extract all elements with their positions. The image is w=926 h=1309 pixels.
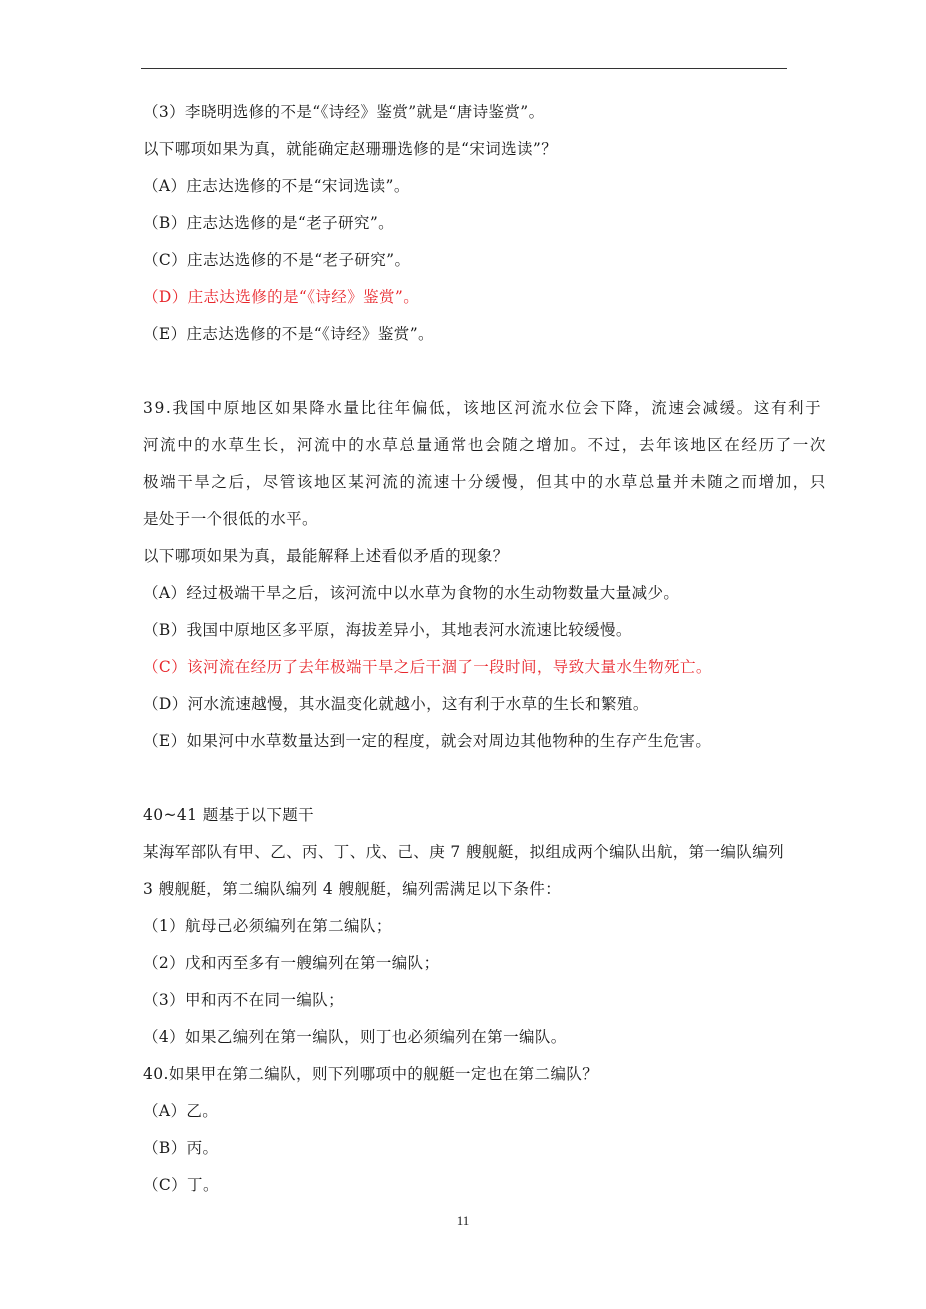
- q38-option-a: （A）庄志达选修的不是“宋词选读”。: [143, 177, 410, 195]
- q39-stem-line-4: 是处于一个很低的水平。: [143, 510, 318, 528]
- q39-stem-line-3: 极端干旱之后，尽管该地区某河流的流速十分缓慢，但其中的水草总量并未随之而增加，只: [143, 473, 828, 491]
- q40-41-condition-2: （2）戊和丙至多有一艘编列在第一编队；: [143, 954, 440, 972]
- q38-option-c: （C）庄志达选修的不是“老子研究”。: [143, 251, 411, 269]
- q38-question: 以下哪项如果为真，就能确定赵珊珊选修的是“宋词选读”？: [143, 140, 558, 158]
- q40-41-condition-1: （1）航母己必须编列在第二编队；: [143, 917, 392, 935]
- q39-question: 以下哪项如果为真，最能解释上述看似矛盾的现象？: [143, 547, 509, 565]
- q40-41-stem-line-2: 3 艘舰艇，第二编队编列 4 艘舰艇，编列需满足以下条件：: [143, 880, 562, 898]
- q40-question: 40.如果甲在第二编队，则下列哪项中的舰艇一定也在第二编队？: [143, 1065, 599, 1083]
- q40-41-stem-line-1: 某海军部队有甲、乙、丙、丁、戊、己、庚 7 艘舰艇，拟组成两个编队出航，第一编队编列: [143, 843, 785, 861]
- q40-41-condition-3: （3）甲和丙不在同一编队；: [143, 991, 345, 1009]
- q38-option-d-answer: （D）庄志达选修的是“《诗经》鉴赏”。: [143, 288, 420, 306]
- page-number: 11: [456, 1213, 470, 1228]
- q39-option-d: （D）河水流速越慢，其水温变化就越小，这有利于水草的生长和繁殖。: [143, 695, 649, 713]
- q39-option-a: （A）经过极端干旱之后，该河流中以水草为食物的水生动物数量大量减少。: [143, 584, 680, 602]
- q40-41-heading: 40~41 题基于以下题干: [143, 806, 315, 824]
- q40-option-b: （B）丙。: [143, 1139, 219, 1157]
- q38-condition-3: （3）李晓明选修的不是“《诗经》鉴赏”就是“唐诗鉴赏”。: [143, 103, 545, 121]
- q40-41-condition-4: （4）如果乙编列在第一编队，则丁也必须编列在第一编队。: [143, 1028, 567, 1046]
- header-rule: [141, 68, 787, 69]
- q39-option-b: （B）我国中原地区多平原，海拔差异小，其地表河水流速比较缓慢。: [143, 621, 632, 639]
- q38-option-b: （B）庄志达选修的是“老子研究”。: [143, 214, 395, 232]
- q39-option-e: （E）如果河中水草数量达到一定的程度，就会对周边其他物种的生存产生危害。: [143, 732, 712, 750]
- q39-stem-line-2: 河流中的水草生长，河流中的水草总量通常也会随之增加。不过，去年该地区在经历了一次: [143, 436, 828, 454]
- q39-stem-line-1: 39.我国中原地区如果降水量比往年偏低，该地区河流水位会下降，流速会减缓。这有利于: [143, 399, 823, 417]
- q39-option-c-answer: （C）该河流在经历了去年极端干旱之后干涸了一段时间，导致大量水生物死亡。: [143, 658, 712, 676]
- q40-option-a: （A）乙。: [143, 1102, 219, 1120]
- q40-option-c: （C）丁。: [143, 1176, 219, 1194]
- q38-option-e: （E）庄志达选修的不是“《诗经》鉴赏”。: [143, 325, 434, 343]
